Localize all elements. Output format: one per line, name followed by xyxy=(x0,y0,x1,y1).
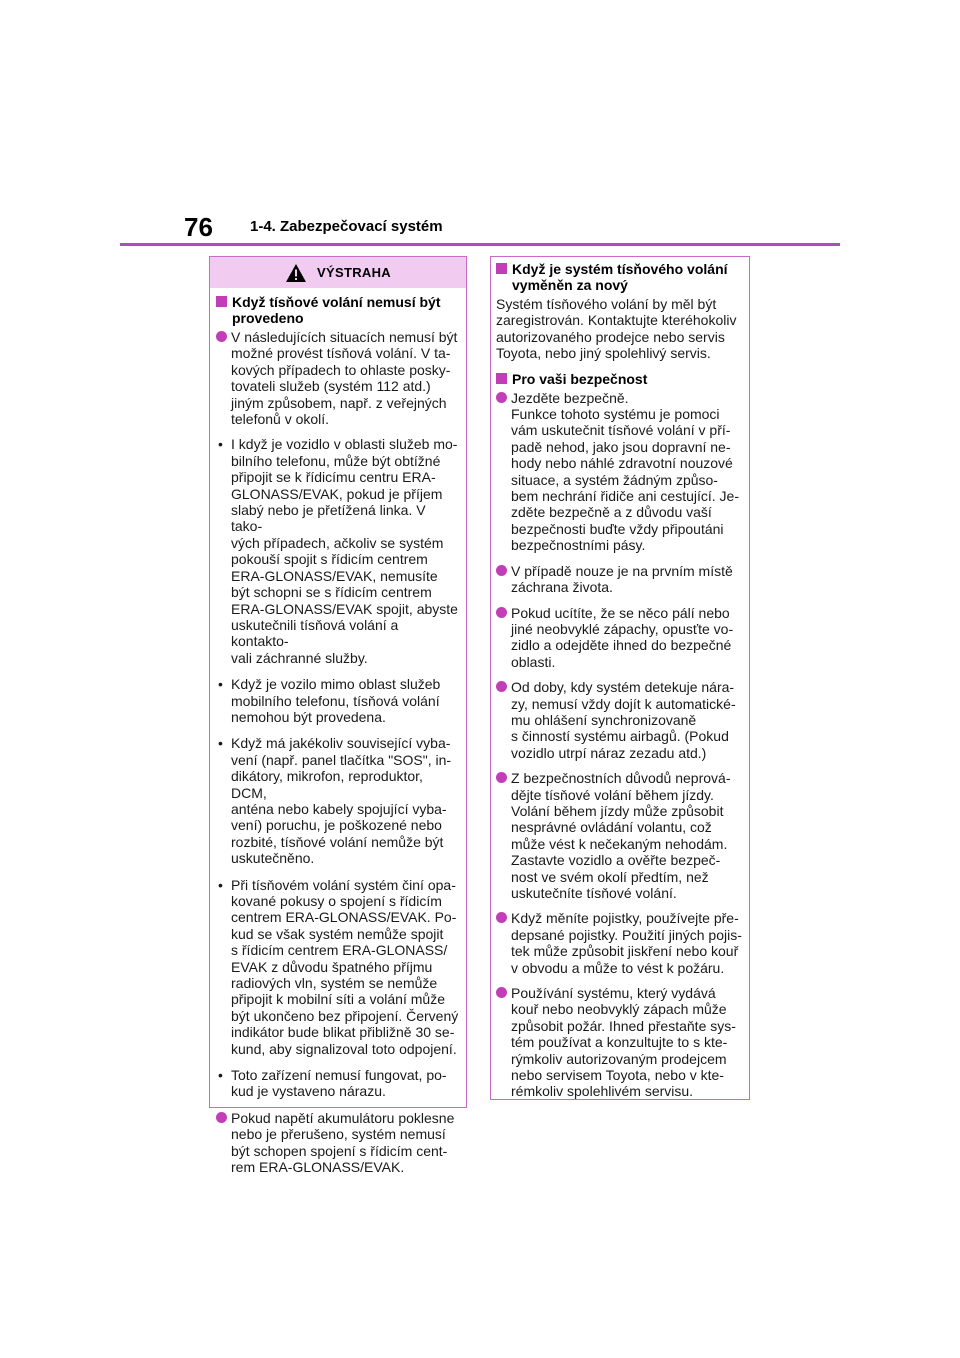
info-bullet xyxy=(496,679,743,761)
page-number: 76 xyxy=(184,212,213,242)
info-bullet xyxy=(496,910,743,976)
dot-marker-icon: • xyxy=(218,1067,223,1084)
warning-heading xyxy=(216,294,459,326)
info-bullet-text: Jezděte bezpečně. Funkce tohoto systému je pomoci vám uskutečnit tísňové volání v pří- padě nehod, jako jsou dopravní ne- hody nebo náhlé zdravotní nouzové situace, a systém žádným způso- bem nechrání řidiče ani cestující. Je- zděte bezpečně a z důvodu vaší bezpečnosti buďte vždy připoutáni bezpečnostními pásy. xyxy=(511,389,739,554)
circle-bullet-icon xyxy=(496,681,507,692)
warning-bullet xyxy=(216,329,459,427)
info-bullet-text: Používání systému, který vydává kouř nebo neobvyklý zápach může způsobit požár. Ihned přestaňte sys- tém používat a konzultujte to s kte- rýmkoliv autorizovaným prodejcem nebo servisem Toyota, nebo v kte- rémkoliv spolehlivém servisu. xyxy=(511,985,736,1100)
warning-sub-item xyxy=(216,735,459,866)
info-bullet xyxy=(496,985,743,1100)
square-bullet-icon xyxy=(216,296,227,307)
warning-sub-item xyxy=(216,877,459,1057)
warning-header xyxy=(210,257,466,288)
circle-bullet-icon xyxy=(216,1112,227,1123)
warning-sub-text: I když je vozidlo v oblasti služeb mo- bilního telefonu, může být obtížné připojit se k řídicímu centru ERA- GLONASS/EVAK, pokud je příjem slabý nebo je přetížená linka. V tako- vých případech, ačkoliv se systém pokouší spojit s řídicím centrem ERA-GLONASS/EVAK, nemusíte být schopni se s řídicím centrem ERA-GLONASS/EVAK spojit, abyste uskutečnili tísňová volání a kontakto- vali záchranné služby. xyxy=(231,436,458,666)
info-heading-text: Když je systém tísňového volání vyměněn za nový xyxy=(512,261,728,293)
warning-sub-item xyxy=(216,1067,459,1100)
dot-marker-icon: • xyxy=(218,676,223,693)
info-paragraph: Systém tísňového volání by měl být zaregistrován. Kontaktujte kteréhokoliv autorizovaného prodejce nebo servis Toyota, nebo jiný spolehlivý servis. xyxy=(496,296,737,362)
info-bullet-text: V případě nouze je na prvním místě záchrana života. xyxy=(511,562,733,596)
info-bullet xyxy=(496,605,743,671)
square-bullet-icon xyxy=(496,263,507,274)
circle-bullet-icon xyxy=(496,912,507,923)
dot-marker-icon: • xyxy=(218,436,223,453)
dot-marker-icon: • xyxy=(218,876,223,893)
info-bullet xyxy=(496,390,743,554)
warning-bullet-text: V následujících situacích nemusí být možné provést tísňová volání. V ta- kových případech to ohlaste posky- tovateli služeb (systém 112 atd.) jiným způsobem, např. z veřejných telefonů v okolí. xyxy=(231,329,458,428)
info-bullet xyxy=(496,563,743,596)
header-divider xyxy=(120,243,840,246)
info-heading xyxy=(496,261,743,293)
info-box xyxy=(490,256,750,1100)
warning-body xyxy=(210,288,466,1176)
info-bullet xyxy=(496,770,743,901)
warning-sub-text: Když má jakékoliv související vyba- vení (např. panel tlačítka "SOS", in- dikátory, mikrofon, reproduktor, DCM, anténa nebo kabely spojující vyba- vení) poruchu, je poškozené nebo rozbité, tísňové volání nemůže být uskutečněno. xyxy=(231,735,452,867)
info-bullet-text: Od doby, kdy systém detekuje nára- zy, nemusí vždy dojít k automatické- mu ohlášení synchronizovaně s činností systému airbagů. (Pokud vozidlo utrpí náraz zezadu atd.) xyxy=(511,679,736,761)
dot-marker-icon: • xyxy=(218,735,223,752)
circle-bullet-icon xyxy=(496,607,507,618)
circle-bullet-icon xyxy=(216,331,227,342)
warning-bullet xyxy=(216,1110,459,1176)
warning-sub-item xyxy=(216,436,459,666)
warning-title: VÝSTRAHA xyxy=(317,265,391,280)
circle-bullet-icon xyxy=(496,565,507,576)
info-heading-text: Pro vaši bezpečnost xyxy=(512,370,648,387)
warning-sub-item xyxy=(216,676,459,725)
warning-box xyxy=(209,256,467,1176)
square-bullet-icon xyxy=(496,373,507,384)
warning-heading-text: Když tísňové volání nemusí být provedeno xyxy=(232,294,441,326)
info-heading xyxy=(496,371,743,387)
circle-bullet-icon xyxy=(496,987,507,998)
warning-sub-text: Když je vozilo mimo oblast služeb mobilního telefonu, tísňová volání nemohou být provedena. xyxy=(231,676,441,725)
warning-triangle-icon xyxy=(285,263,307,283)
info-bullet-text: Když měníte pojistky, používejte pře- depsané pojistky. Použití jiných pojis- tek může způsobit jiskření nebo kouř v obvodu a může to vést k požáru. xyxy=(511,910,742,976)
warning-bullet-text: Pokud napětí akumulátoru poklesne nebo je přerušeno, systém nemusí být schopen spojení s řídicím cent- rem ERA-GLONASS/EVAK. xyxy=(231,1109,455,1176)
circle-bullet-icon xyxy=(496,772,507,783)
warning-sub-text: Při tísňovém volání systém činí opa- kované pokusy o spojení s řídicím centrem ERA-GLONASS/EVAK. Po- kud se však systém nemůže spojit s řídicím centrem ERA-GLONASS/ EVAK z důvodu špatného příjmu radiových vln, systém se nemůže připojit k mobilní síti a volání může být ukončeno bez připojení. Červený indikátor bude blikat přibližně 30 se- kund, aby signalizoval toto odpojení. xyxy=(231,876,459,1057)
warning-sub-text: Toto zařízení nemusí fungovat, po- kud je vystaveno nárazu. xyxy=(231,1067,447,1100)
circle-bullet-icon xyxy=(496,392,507,403)
section-title: 1-4. Zabezpečovací systém xyxy=(250,218,443,235)
info-bullet-text: Pokud ucítíte, že se něco pálí nebo jiné neobvyklé zápachy, opusťte vo- zidlo a odejděte ihned do bezpečné oblasti. xyxy=(511,604,734,670)
info-bullet-text: Z bezpečnostních důvodů neprová- dějte tísňové volání během jízdy. Volání během jízdy může způsobit nesprávné ovládání volantu, což může vést k nečekaným nehodám. Zastavte vozidlo a ověřte bezpeč- nost ve svém okolí předtím, než uskutečníte tísňové volání. xyxy=(511,770,731,901)
